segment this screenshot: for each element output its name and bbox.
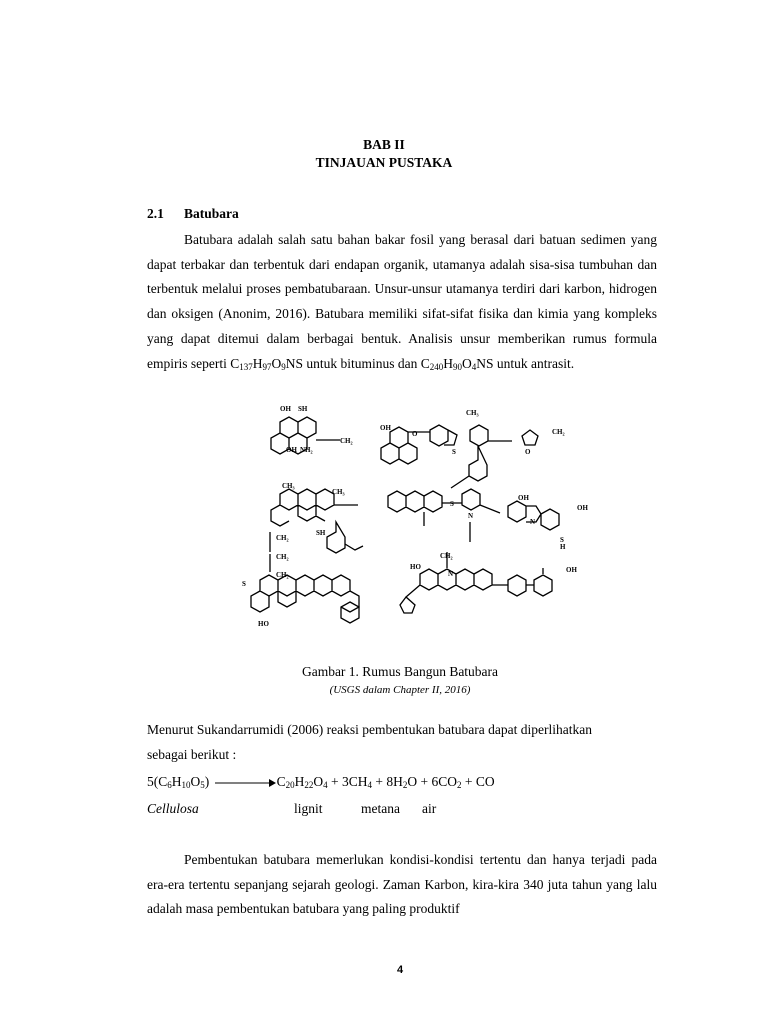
figure-label: CH₃ bbox=[466, 409, 479, 417]
formula-bituminous: $C_{137}H_{97}O_9NS$ bbox=[230, 355, 304, 372]
figure-label: OH bbox=[577, 504, 588, 512]
chapter-title: TINJAUAN PUSTAKA bbox=[315, 155, 453, 170]
page-number: 4 bbox=[396, 964, 404, 976]
section-heading bbox=[147, 206, 239, 222]
figure-label: CH₂ bbox=[276, 534, 289, 542]
figure-label: CH₃ bbox=[282, 482, 295, 490]
reaction-arrow-icon bbox=[213, 778, 277, 788]
coalification-equation bbox=[147, 774, 495, 790]
chapter-number: BAB II bbox=[363, 137, 405, 152]
figure-label: N bbox=[448, 570, 454, 578]
figure-label: OH bbox=[518, 494, 529, 502]
paragraph-text: Pembentukan batubara memerlukan kondisi-kondisi tertentu dan hanya terjadi pada era-era tertentu sepanjang sejarah geologi. Zaman Karbon, kira-kira 340 juta tahun yang lalu adalah masa pembentukan batubara yang paling produktif bbox=[147, 852, 657, 917]
figure-label: CH₃ bbox=[332, 488, 345, 496]
figure-label: OH bbox=[280, 405, 291, 413]
figure-label: NH₂ bbox=[300, 446, 313, 454]
equation-labels bbox=[147, 801, 567, 821]
formula-anthracite: $C_{240}H_{90}O_4NS$ bbox=[420, 355, 494, 372]
coal-molecular-structure-diagram bbox=[240, 404, 616, 660]
section-number: 2.1 bbox=[147, 206, 164, 221]
figure-label: HO bbox=[258, 620, 269, 628]
figure-label: O bbox=[525, 448, 531, 456]
figure-label: H bbox=[560, 543, 566, 551]
figure-label: CH₂ bbox=[340, 437, 353, 445]
label-methane: metana bbox=[361, 801, 400, 816]
figure-label: N bbox=[468, 512, 474, 520]
figure-label: N bbox=[530, 518, 536, 526]
figure-label: OH bbox=[286, 446, 297, 454]
figure-caption: Gambar 1. Rumus Bangun Batubara bbox=[301, 664, 499, 679]
figure-label: CH₂ bbox=[440, 552, 453, 560]
figure-label: SH bbox=[316, 529, 326, 537]
equation-products: $C_{20}H_{22}O_4 + 3CH_4 + 8H_2O + 6CO_2$ + CO bbox=[276, 774, 495, 790]
label-water: air bbox=[422, 801, 437, 816]
figure-label: OH bbox=[380, 424, 391, 432]
figure-label: S bbox=[242, 580, 246, 588]
paragraph-coal-definition: Batubara adalah salah satu bahan bakar fosil yang berasal dari batuan sedimen yang dapat terbakar dan terbentuk dari endapan organik, utamanya adalah sisa-sisa tumbuhan dan terbentuk melalui proses pembatubaraan. Unsur-unsur utamanya terdiri dari karbon, hidrogen dan oksigen (Anonim, 2016). Batubara memiliki sifat-sifat fisika dan kimia yang kompleks yang dapat ditemui dalam berbagai bentuk. Analisis unsur memberikan rumus formula empiris seperti $C_{137}H_{97}O_9NS$ untuk bituminus dan $C_{240}H_{90}O_4NS$ untuk antrasit. bbox=[147, 232, 657, 372]
section-title: Batubara bbox=[184, 206, 239, 221]
equation-reactant: $5(C_6H_{10}O_5)$ bbox=[147, 774, 210, 790]
figure-label: CH₂ bbox=[276, 571, 289, 579]
figure-label: CH₂ bbox=[276, 553, 289, 561]
paragraph-line: sebagai berikut : bbox=[147, 746, 237, 762]
paragraph-coal-formation bbox=[147, 848, 657, 922]
figure-label: S bbox=[560, 536, 564, 544]
figure-label: OH bbox=[566, 566, 577, 574]
paragraph-reaction-intro bbox=[147, 718, 657, 767]
coal-structure-figure bbox=[240, 404, 616, 660]
paragraph-line: Menurut Sukandarrumidi (2006) reaksi pembentukan batubara dapat diperlihatkan bbox=[147, 722, 592, 737]
figure-source: (USGS dalam Chapter II, 2016) bbox=[329, 684, 471, 696]
paragraph-text: Batubara adalah salah satu bahan bakar fosil yang berasal dari batuan sedimen yang dapat terbakar dan terbentuk dari endapan organik, utamanya adalah sisa-sisa tumbuhan dan terbentuk melalui proses pembatubaraan. Unsur-unsur utamanya terdiri dari karbon, hidrogen dan oksigen (Anonim, 2016). Batubara memiliki sifat-sifat fisika dan kimia yang kompleks yang dapat ditemui dalam berbagai bentuk. Analisis unsur memberikan rumus formula empiris seperti bbox=[147, 232, 657, 371]
figure-label: S bbox=[452, 448, 456, 456]
figure-label: O bbox=[412, 430, 418, 438]
figure-label: SH bbox=[298, 405, 308, 413]
label-lignite: lignit bbox=[294, 801, 323, 816]
figure-label: S bbox=[450, 500, 454, 508]
label-cellulose: Cellulosa bbox=[147, 801, 199, 816]
figure-label: CH₂ bbox=[552, 428, 565, 436]
figure-label: HO bbox=[410, 563, 421, 571]
